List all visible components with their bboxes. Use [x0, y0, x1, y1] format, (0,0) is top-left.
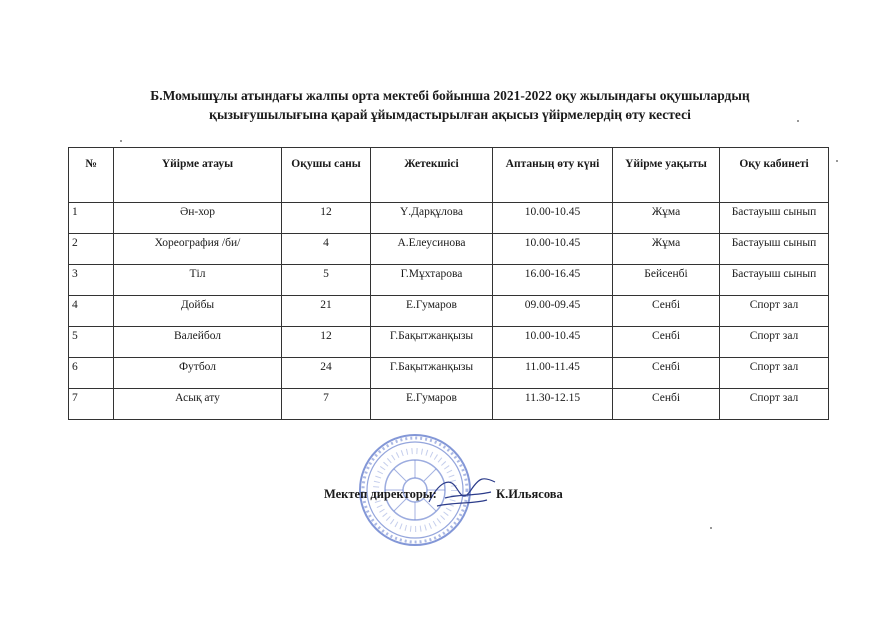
club-name: Тіл — [114, 265, 282, 296]
header-day: Үйірме уақыты — [613, 148, 720, 203]
day: Сенбі — [613, 327, 720, 358]
table-row — [69, 234, 829, 265]
room: Спорт зал — [720, 327, 829, 358]
header-club-name: Үйірме атауы — [114, 148, 282, 203]
room: Бастауыш сынып — [720, 203, 829, 234]
schedule-table — [68, 147, 829, 420]
scan-speck — [120, 140, 122, 142]
header-room: Оқу кабинеті — [720, 148, 829, 203]
director-name: К.Ильясова — [496, 487, 563, 501]
time: 11.30-12.15 — [493, 389, 613, 420]
day: Жұма — [613, 203, 720, 234]
title-line-2: қызығушылығына қарай ұйымдастырылған ақысыз үйірмелердің өту кестесі — [209, 107, 691, 122]
time: 09.00-09.45 — [493, 296, 613, 327]
leader: Е.Гумаров — [371, 296, 493, 327]
room: Спорт зал — [720, 389, 829, 420]
student-count: 12 — [282, 327, 371, 358]
title-line-1: Б.Момышұлы атындағы жалпы орта мектебі бойынша 2021-2022 оқу жылындағы оқушылардың — [150, 88, 750, 103]
scan-speck — [836, 160, 838, 162]
leader: Г.Бақытжанқызы — [371, 327, 493, 358]
club-name: Футбол — [114, 358, 282, 389]
time: 10.00-10.45 — [493, 234, 613, 265]
row-number: 6 — [69, 358, 114, 389]
row-number: 2 — [69, 234, 114, 265]
student-count: 4 — [282, 234, 371, 265]
table-row — [69, 296, 829, 327]
scan-speck — [710, 527, 712, 529]
signature-block — [324, 487, 563, 502]
document-title — [60, 86, 840, 124]
student-count: 21 — [282, 296, 371, 327]
day: Сенбі — [613, 389, 720, 420]
club-name: Ән-хор — [114, 203, 282, 234]
scan-speck — [797, 120, 799, 122]
leader: Е.Гумаров — [371, 389, 493, 420]
leader: А.Елеусинова — [371, 234, 493, 265]
row-number: 1 — [69, 203, 114, 234]
room: Бастауыш сынып — [720, 265, 829, 296]
leader: Ү.Дарқұлова — [371, 203, 493, 234]
student-count: 24 — [282, 358, 371, 389]
leader: Г.Бақытжанқызы — [371, 358, 493, 389]
club-name: Дойбы — [114, 296, 282, 327]
leader: Г.Мұхтарова — [371, 265, 493, 296]
table-row — [69, 327, 829, 358]
room: Спорт зал — [720, 296, 829, 327]
row-number: 5 — [69, 327, 114, 358]
student-count: 12 — [282, 203, 371, 234]
day: Сенбі — [613, 358, 720, 389]
header-number: № — [69, 148, 114, 203]
day: Жұма — [613, 234, 720, 265]
room: Спорт зал — [720, 358, 829, 389]
student-count: 5 — [282, 265, 371, 296]
time: 16.00-16.45 — [493, 265, 613, 296]
row-number: 7 — [69, 389, 114, 420]
student-count: 7 — [282, 389, 371, 420]
club-name: Асық ату — [114, 389, 282, 420]
table-row — [69, 389, 829, 420]
table-row — [69, 358, 829, 389]
club-name: Валейбол — [114, 327, 282, 358]
director-label: Мектеп директоры: — [324, 487, 437, 501]
header-leader: Жетекшісі — [371, 148, 493, 203]
row-number: 4 — [69, 296, 114, 327]
header-student-count: Оқушы саны — [282, 148, 371, 203]
header-time: Аптаның өту күні — [493, 148, 613, 203]
time: 11.00-11.45 — [493, 358, 613, 389]
club-name: Хореография /би/ — [114, 234, 282, 265]
row-number: 3 — [69, 265, 114, 296]
table-header-row — [69, 148, 829, 203]
day: Сенбі — [613, 296, 720, 327]
day: Бейсенбі — [613, 265, 720, 296]
time: 10.00-10.45 — [493, 203, 613, 234]
room: Бастауыш сынып — [720, 234, 829, 265]
table-row — [69, 265, 829, 296]
time: 10.00-10.45 — [493, 327, 613, 358]
table-row — [69, 203, 829, 234]
